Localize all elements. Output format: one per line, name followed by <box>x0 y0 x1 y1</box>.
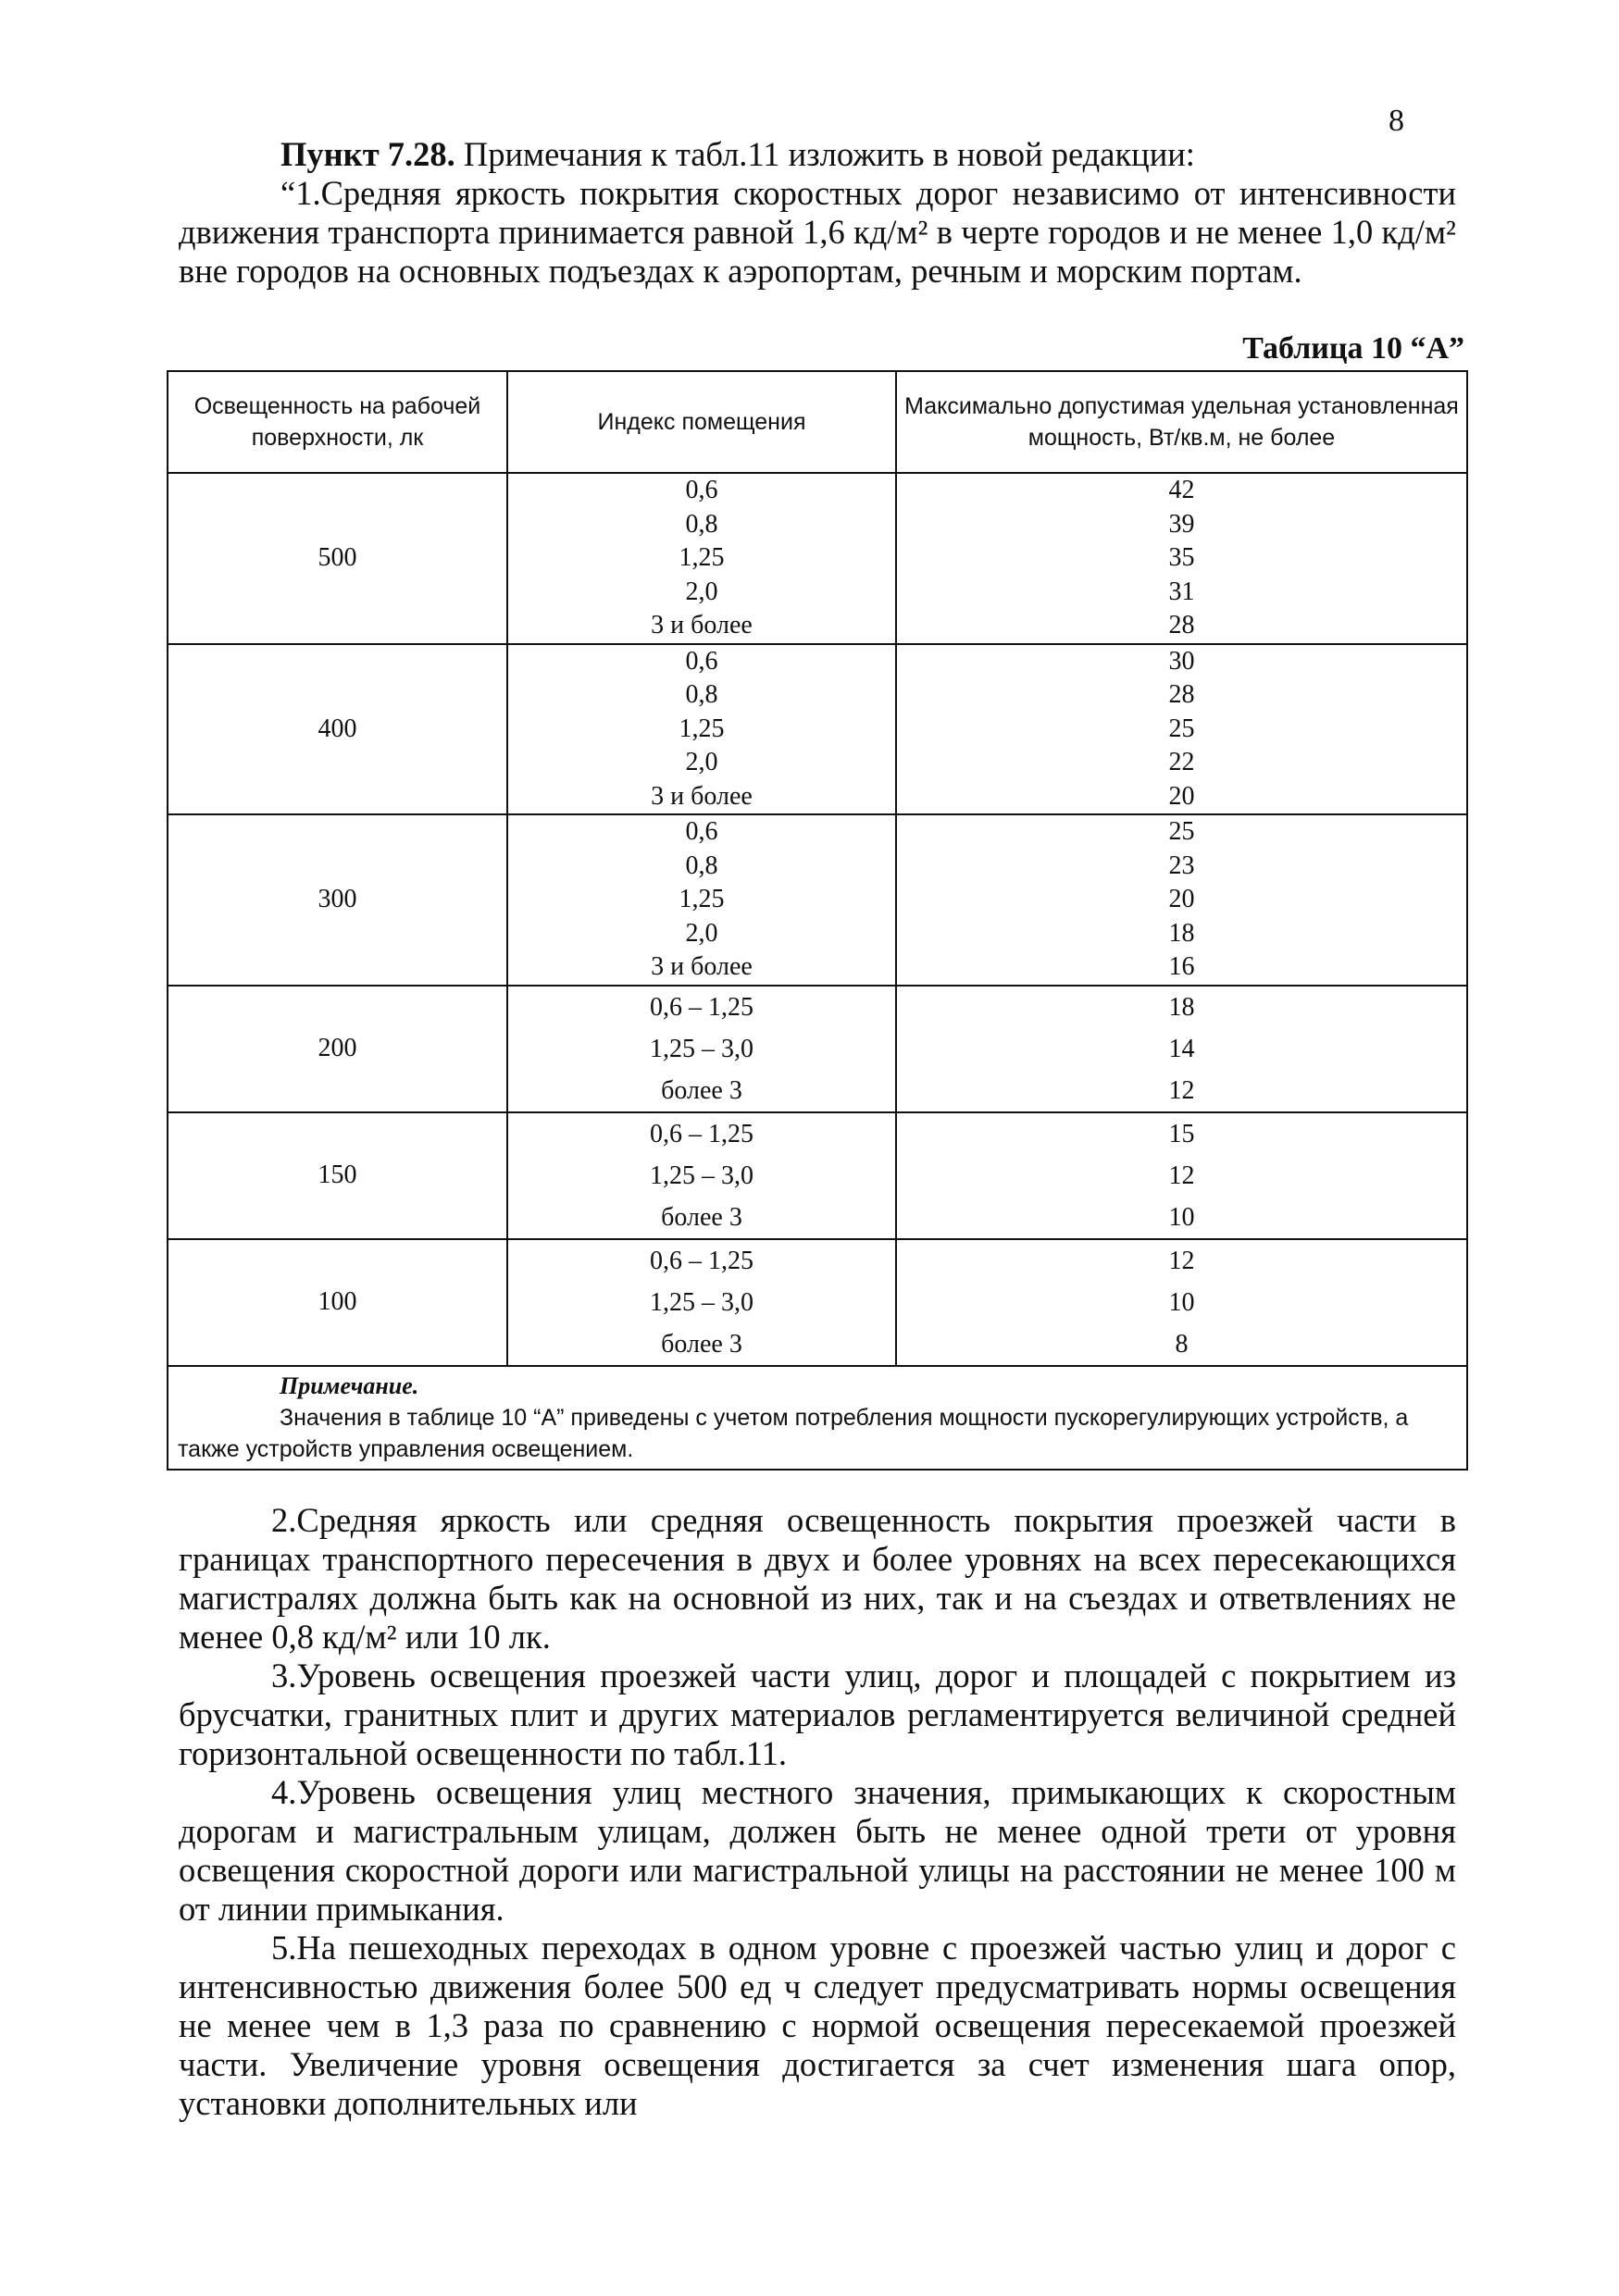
index-value: 0,6 <box>685 817 718 846</box>
lux-cell: 100 <box>168 1239 507 1366</box>
heading-line <box>179 135 1456 174</box>
index-value: 1,25 <box>679 885 725 913</box>
power-value: 23 <box>1168 850 1195 880</box>
index-value: 1,25 – 3,0 <box>650 1287 753 1317</box>
index-cell <box>507 1112 896 1239</box>
power-value: 22 <box>1168 748 1195 776</box>
paragraph-2: 2.Средняя яркость или средняя освещенность покрытия проезжей части в границах транспортного пересечения в двух и более уровнях на всех пересекающихся магистралях должна быть как на основной из них, так и на съездах и ответвлениях не менее 0,8 кд/м² или 10 лк. <box>179 1501 1456 1656</box>
index-value: 0,8 <box>685 509 718 539</box>
power-value: 28 <box>1168 611 1195 639</box>
table-note-row <box>168 1366 1467 1470</box>
power-value: 18 <box>1168 918 1195 948</box>
lux-cell: 200 <box>168 986 507 1112</box>
power-value: 39 <box>1168 509 1195 539</box>
power-value: 20 <box>1168 781 1195 811</box>
index-cell <box>507 1239 896 1366</box>
table-row <box>168 473 1467 644</box>
index-value: 2,0 <box>685 577 718 606</box>
index-value: 1,25 – 3,0 <box>650 1160 753 1190</box>
power-value: 30 <box>1168 646 1195 676</box>
power-value: 12 <box>1168 1160 1195 1190</box>
index-value: 1,25 – 3,0 <box>650 1034 753 1063</box>
power-value: 12 <box>1168 1075 1195 1105</box>
table-header-row <box>168 371 1467 473</box>
power-value: 16 <box>1168 952 1195 981</box>
power-value: 25 <box>1168 817 1195 846</box>
index-value: 0,8 <box>685 850 718 880</box>
power-cell <box>896 1239 1467 1366</box>
index-value: 0,8 <box>685 680 718 709</box>
power-value: 31 <box>1168 577 1195 606</box>
index-value: 0,6 – 1,25 <box>650 1119 753 1148</box>
index-value: 3 и более <box>651 952 753 981</box>
header-max-power: Максимально допустимая удельная установленная мощность, Вт/кв.м, не более <box>896 371 1467 473</box>
index-value: более 3 <box>661 1075 742 1105</box>
heading-lead: Пункт 7.28. <box>280 135 455 173</box>
power-cell <box>896 814 1467 986</box>
power-value: 42 <box>1168 476 1195 504</box>
page-number: 8 <box>1389 104 1404 138</box>
index-value: 1,25 <box>679 543 725 572</box>
table-row <box>168 986 1467 1112</box>
power-value: 10 <box>1168 1287 1195 1317</box>
paragraph-4: 4.Уровень освещения улиц местного значения, примыкающих к скоростным дорогам и магистральным улицам, должен быть не менее одной трети от уровня освещения скоростной дороги или магистральной улицы на расстоянии не менее 100 м от линии примыкания. <box>179 1773 1456 1928</box>
table-row <box>168 814 1467 986</box>
index-cell <box>507 814 896 986</box>
note-title: Примечание. <box>280 1371 419 1399</box>
index-value: 2,0 <box>685 918 718 948</box>
table-row <box>168 644 1467 815</box>
index-value: более 3 <box>661 1202 742 1232</box>
power-value: 14 <box>1168 1034 1195 1063</box>
intro-block <box>179 135 1456 291</box>
header-illuminance: Освещенность на рабочей поверхности, лк <box>168 371 507 473</box>
lux-cell: 300 <box>168 814 507 986</box>
index-value: 3 и более <box>651 781 753 811</box>
table-row <box>168 1112 1467 1239</box>
table-caption: Таблица 10 “А” <box>1242 331 1464 366</box>
power-cell <box>896 1112 1467 1239</box>
power-value: 12 <box>1168 1246 1195 1275</box>
power-value: 10 <box>1168 1202 1195 1232</box>
index-cell <box>507 644 896 815</box>
table-row <box>168 1239 1467 1366</box>
lux-cell: 500 <box>168 473 507 644</box>
power-value: 8 <box>1175 1329 1189 1359</box>
power-value: 25 <box>1168 714 1195 743</box>
index-cell <box>507 473 896 644</box>
index-value: 0,6 <box>685 646 718 676</box>
index-cell <box>507 986 896 1112</box>
index-value: 2,0 <box>685 748 718 776</box>
index-value: 0,6 – 1,25 <box>650 992 753 1022</box>
index-value: более 3 <box>661 1329 742 1359</box>
index-value: 1,25 <box>679 714 725 743</box>
power-cell <box>896 986 1467 1112</box>
paragraph-3: 3.Уровень освещения проезжей части улиц, дорог и площадей с покрытием из брусчатки, гранитных плит и других материалов регламентируется величиной средней горизонтальной освещенности по табл.11. <box>179 1657 1456 1772</box>
paragraph-5: 5.На пешеходных переходах в одном уровне с проезжей частью улиц и дорог с интенсивностью движения более 500 ед ч следует предусматривать нормы освещения не менее чем в 1,3 раза по сравнению с нормой освещения пересекаемой проезжей части. Увеличение уровня освещения достигается за счет изменения шага опор, установки дополнительных или <box>179 1929 1456 2122</box>
power-value: 15 <box>1168 1119 1195 1148</box>
power-cell <box>896 473 1467 644</box>
lighting-power-table <box>167 370 1468 1471</box>
power-cell <box>896 644 1467 815</box>
power-value: 35 <box>1168 543 1195 572</box>
index-value: 3 и более <box>651 611 753 639</box>
power-value: 28 <box>1168 680 1195 709</box>
index-value: 0,6 <box>685 476 718 504</box>
paragraph-1: “1.Средняя яркость покрытия скоростных дорог независимо от интенсивности движения транспорта принимается равной 1,6 кд/м² в черте городов и не менее 1,0 кд/м² вне городов на основных подъездах к аэропортам, речным и морским портам. <box>179 174 1456 290</box>
table-note <box>168 1366 1467 1470</box>
lux-cell: 150 <box>168 1112 507 1239</box>
header-room-index: Индекс помещения <box>507 371 896 473</box>
lux-cell: 400 <box>168 644 507 815</box>
heading-rest: Примечания к табл.11 изложить в новой редакции: <box>455 135 1195 173</box>
index-value: 0,6 – 1,25 <box>650 1246 753 1275</box>
power-value: 18 <box>1168 992 1195 1022</box>
body-block <box>179 1501 1456 2123</box>
power-value: 20 <box>1168 885 1195 913</box>
note-text: Значения в таблице 10 “А” приведены с учетом потребления мощности пускорегулирующих устройств, а также устройств управления освещением. <box>178 1404 1409 1462</box>
